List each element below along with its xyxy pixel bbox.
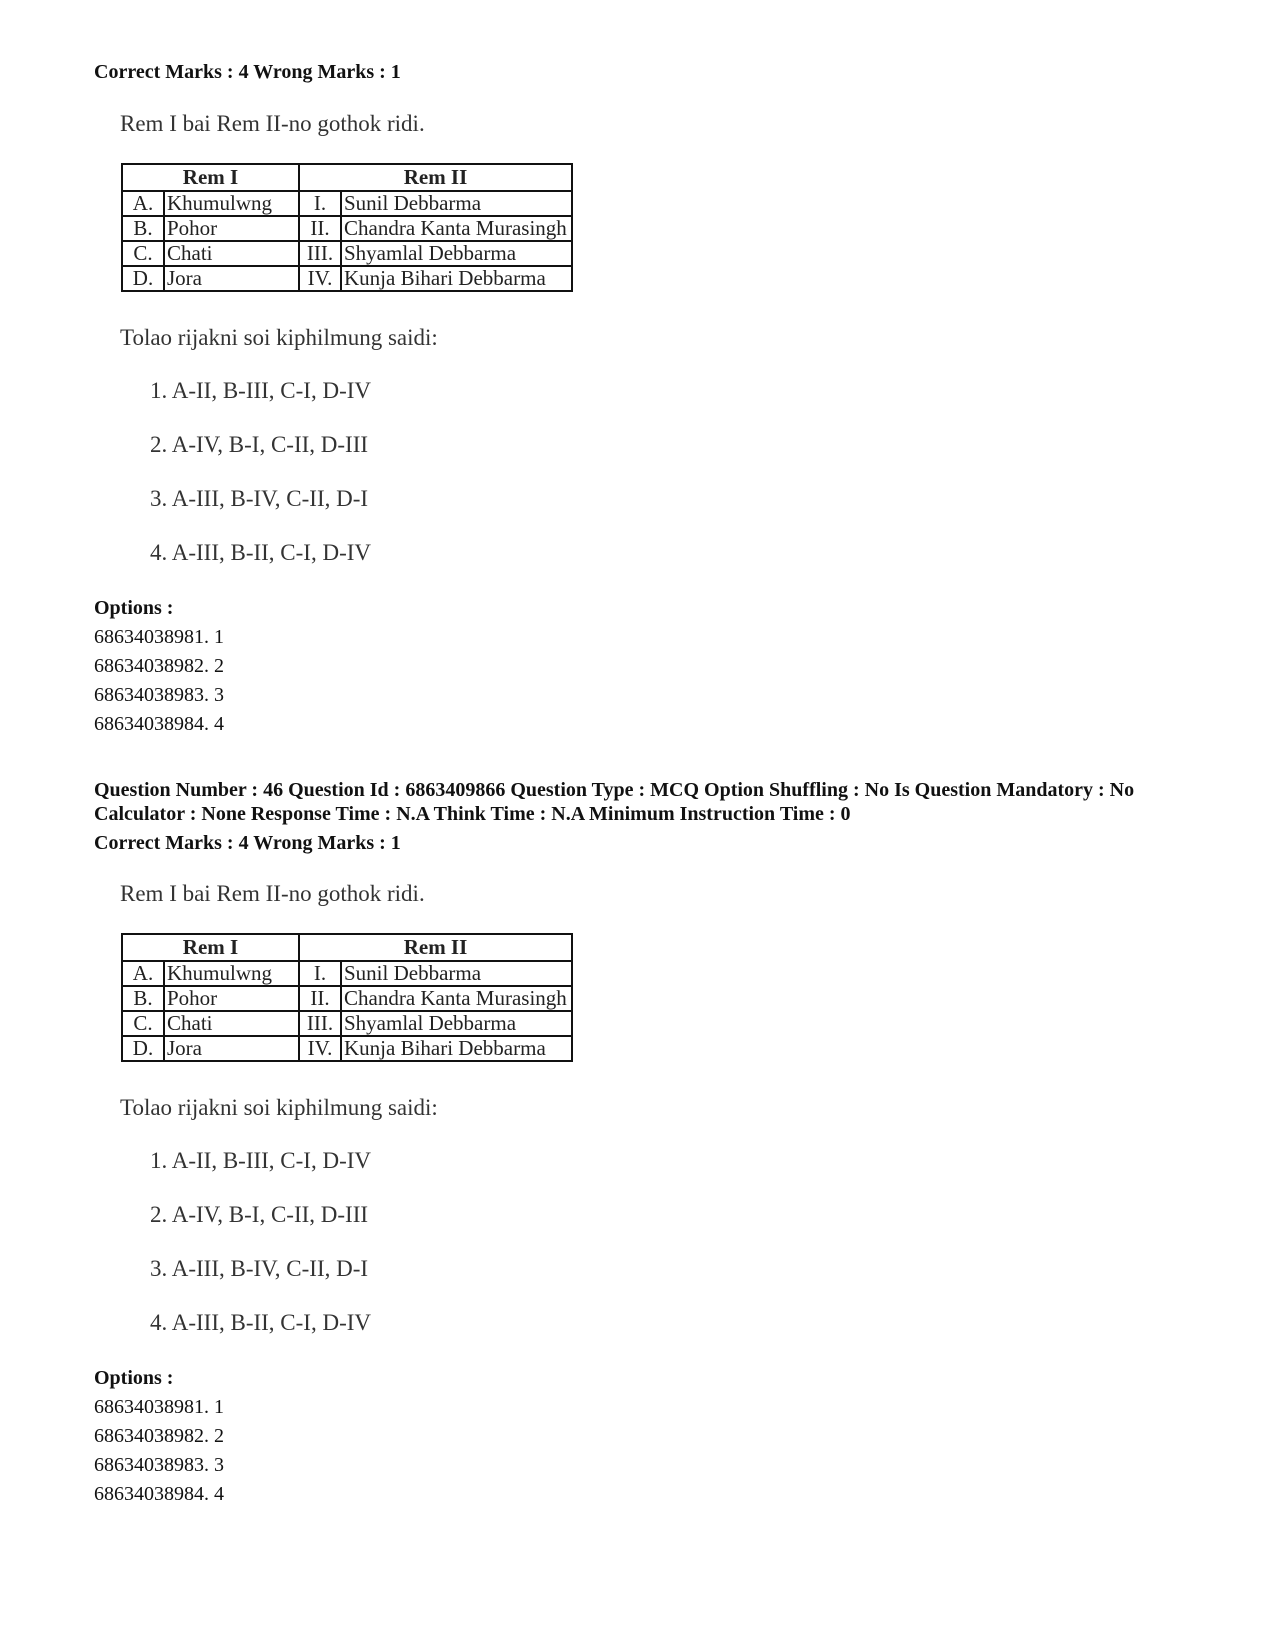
table-row: [122, 241, 572, 266]
row-author: Sunil Debbarma: [341, 191, 572, 216]
row-item: Pohor: [164, 986, 299, 1011]
table-header-row: [122, 164, 572, 191]
row-item: Pohor: [164, 216, 299, 241]
row-roman: III.: [299, 241, 341, 266]
row-author: Shyamlal Debbarma: [341, 1011, 572, 1036]
option-id-2: 68634038982. 2: [94, 655, 224, 677]
row-author: Chandra Kanta Murasingh: [341, 216, 572, 241]
row-roman: II.: [299, 216, 341, 241]
row-roman: II.: [299, 986, 341, 1011]
row-key: D.: [122, 1036, 164, 1061]
option-id-2: 68634038982. 2: [94, 1425, 224, 1447]
row-roman: IV.: [299, 1036, 341, 1061]
correct-wrong-marks: Correct Marks : 4 Wrong Marks : 1: [94, 61, 401, 83]
question-text: Tolao rijakni soi kiphilmung saidi:: [120, 325, 438, 350]
choice-1: 1. A-II, B-III, C-I, D-IV: [150, 378, 371, 403]
table-row: [122, 1011, 572, 1036]
row-item: Khumulwng: [164, 191, 299, 216]
row-roman: I.: [299, 961, 341, 986]
choice-2: 2. A-IV, B-I, C-II, D-III: [150, 432, 369, 457]
table-header-row: [122, 934, 572, 961]
row-key: B.: [122, 986, 164, 1011]
option-id-3: 68634038983. 3: [94, 1454, 224, 1476]
match-table: [121, 163, 573, 292]
table-row: [122, 266, 572, 291]
options-label: Options :: [94, 597, 174, 619]
choice-1: 1. A-II, B-III, C-I, D-IV: [150, 1148, 371, 1173]
option-id-1: 68634038981. 1: [94, 626, 224, 648]
column-header-rem-ii: Rem II: [299, 164, 572, 191]
row-item: Jora: [164, 1036, 299, 1061]
match-table: [121, 933, 573, 1062]
option-id-3: 68634038983. 3: [94, 684, 224, 706]
row-roman: IV.: [299, 266, 341, 291]
table-row: [122, 986, 572, 1011]
row-key: D.: [122, 266, 164, 291]
choice-2: 2. A-IV, B-I, C-II, D-III: [150, 1202, 369, 1227]
row-key: A.: [122, 191, 164, 216]
row-author: Kunja Bihari Debbarma: [341, 266, 572, 291]
row-author: Kunja Bihari Debbarma: [341, 1036, 572, 1061]
column-header-rem-i: Rem I: [122, 164, 299, 191]
table-row: [122, 961, 572, 986]
choice-3: 3. A-III, B-IV, C-II, D-I: [150, 1256, 369, 1281]
row-author: Chandra Kanta Murasingh: [341, 986, 572, 1011]
choice-4: 4. A-III, B-II, C-I, D-IV: [150, 1310, 371, 1335]
question-text: Tolao rijakni soi kiphilmung saidi:: [120, 1095, 438, 1120]
table-row: [122, 1036, 572, 1061]
row-author: Shyamlal Debbarma: [341, 241, 572, 266]
choice-4: 4. A-III, B-II, C-I, D-IV: [150, 540, 371, 565]
row-roman: III.: [299, 1011, 341, 1036]
column-header-rem-i: Rem I: [122, 934, 299, 961]
table-row: [122, 216, 572, 241]
question-meta: Question Number : 46 Question Id : 6863409866 Question Type : MCQ Option Shuffling : No Is Question Mandatory : No Calculator : None Response Time : N.A Think Time : N.A Minimum Instruction Time : 0: [94, 779, 1135, 825]
row-key: A.: [122, 961, 164, 986]
option-id-4: 68634038984. 4: [94, 1483, 224, 1505]
row-key: B.: [122, 216, 164, 241]
row-item: Chati: [164, 1011, 299, 1036]
row-item: Jora: [164, 266, 299, 291]
row-roman: I.: [299, 191, 341, 216]
table-row: [122, 191, 572, 216]
correct-wrong-marks: Correct Marks : 4 Wrong Marks : 1: [94, 832, 401, 854]
option-id-1: 68634038981. 1: [94, 1396, 224, 1418]
column-header-rem-ii: Rem II: [299, 934, 572, 961]
row-item: Chati: [164, 241, 299, 266]
row-item: Khumulwng: [164, 961, 299, 986]
choice-3: 3. A-III, B-IV, C-II, D-I: [150, 486, 369, 511]
option-id-4: 68634038984. 4: [94, 713, 224, 735]
match-instruction: Rem I bai Rem II-no gothok ridi.: [120, 111, 425, 136]
row-author: Sunil Debbarma: [341, 961, 572, 986]
row-key: C.: [122, 1011, 164, 1036]
row-key: C.: [122, 241, 164, 266]
options-label: Options :: [94, 1367, 174, 1389]
match-instruction: Rem I bai Rem II-no gothok ridi.: [120, 881, 425, 906]
